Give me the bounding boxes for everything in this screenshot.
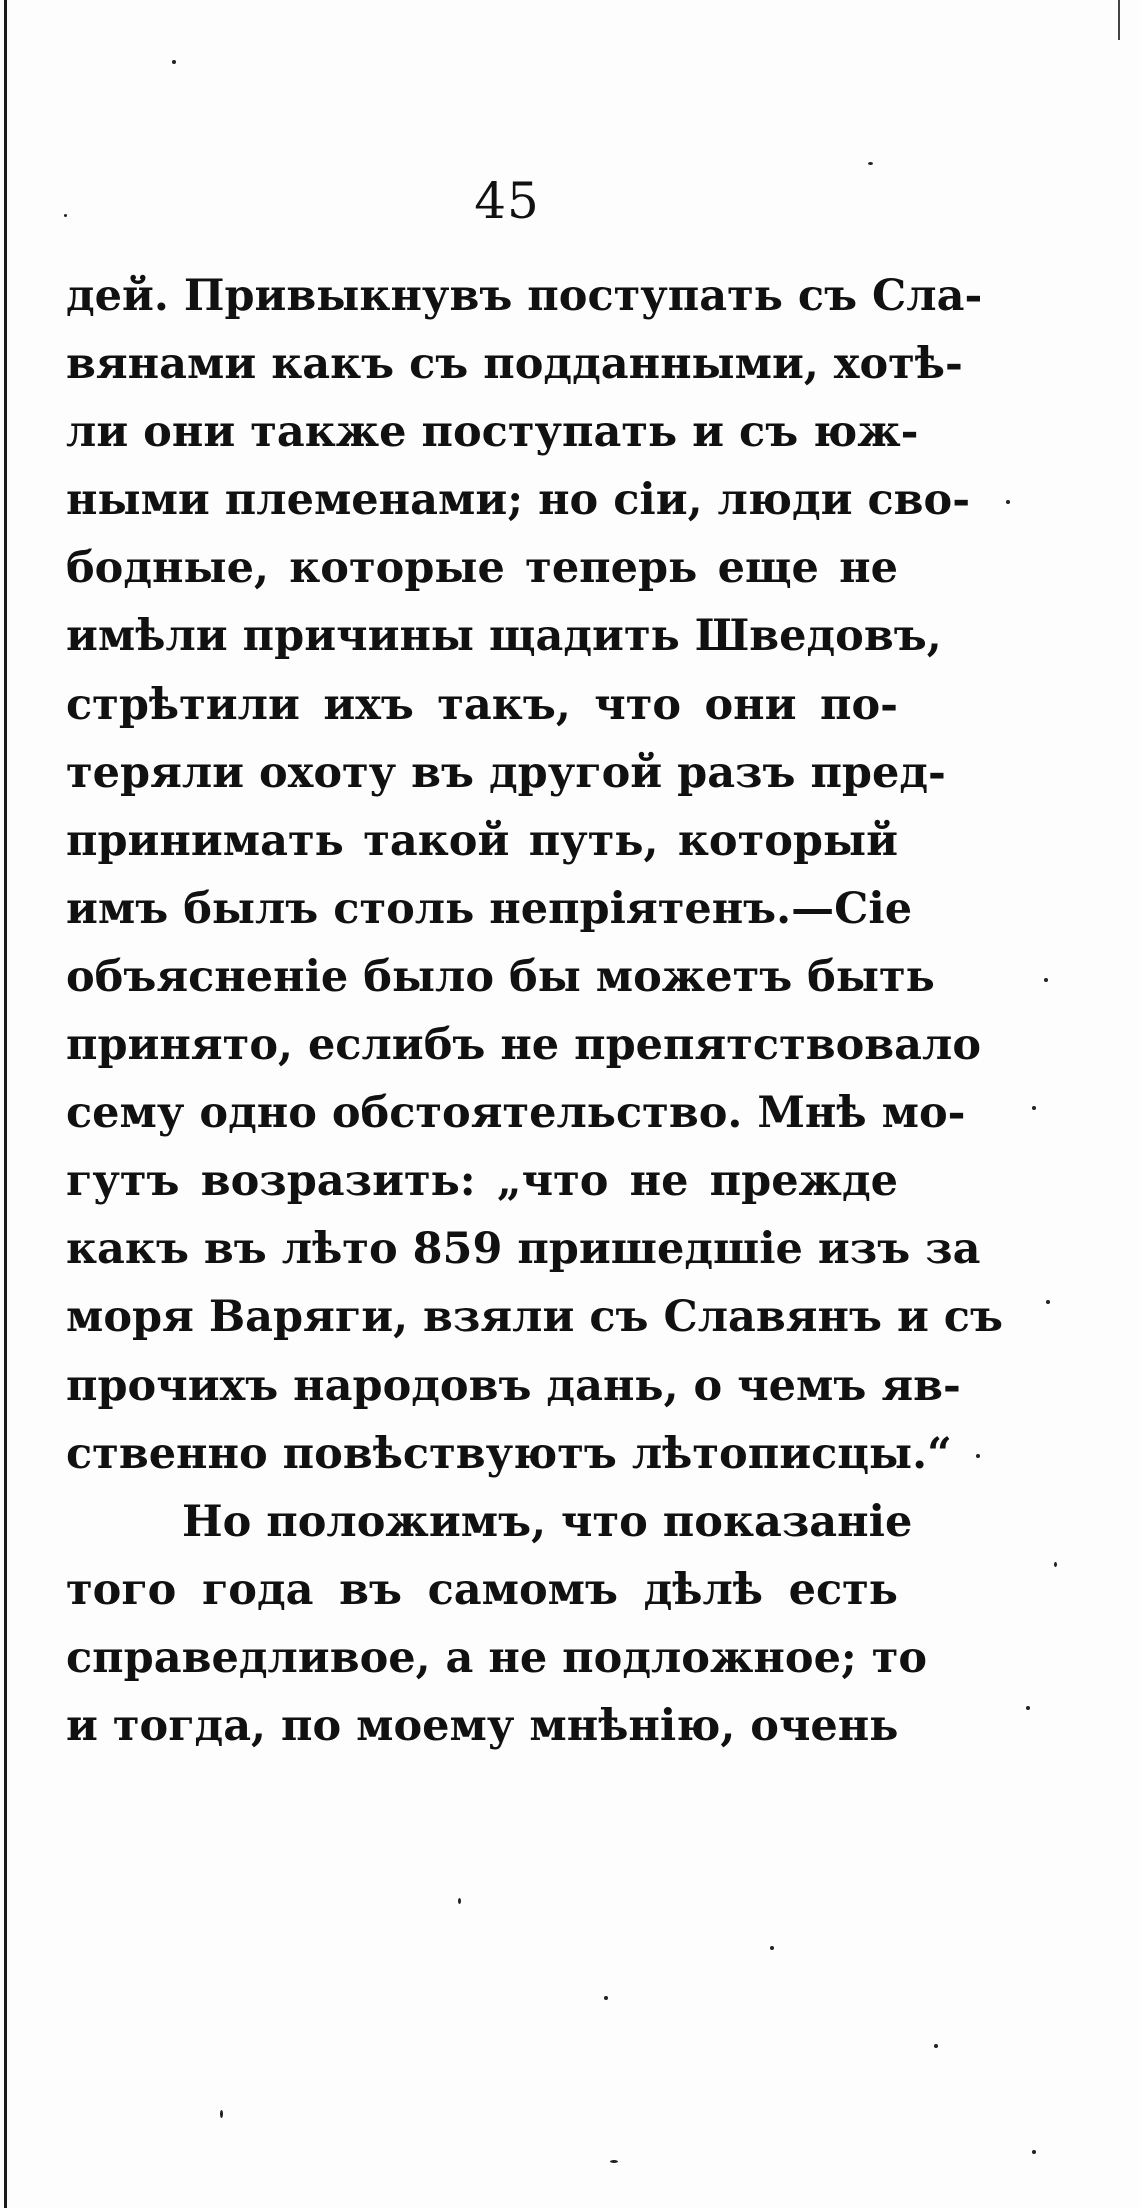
scan-speck [220,2110,223,2118]
scan-speck [64,214,67,217]
scan-speck [934,2044,938,2048]
scan-speck [976,1454,980,1458]
scan-speck [1044,978,1048,982]
scan-speck [1026,1706,1030,1710]
body-text [66,262,1003,1760]
page-number: 45 [474,172,540,230]
text-line: принимать такой путь, который [66,815,898,866]
text-line: имѣли причины щадить Шведовъ, [66,611,942,662]
scan-speck [610,2160,618,2163]
scan-speck [868,162,873,165]
text-line: бодные, которые теперь еще не [66,543,898,594]
text-line: Но положимъ, что показаніе [182,1496,913,1547]
text-line: ли они также поступать и съ юж- [66,407,919,458]
text-line: сему одно обстоятельство. Мнѣ мо- [66,1088,966,1139]
text-line: стрѣтили ихъ такъ, что они по- [66,679,898,730]
text-line: какъ въ лѣто 859 пришедшіе изъ за [66,1224,981,1275]
page-right-edge [1118,0,1120,40]
scan-speck [1046,1300,1050,1304]
scan-speck [172,60,176,64]
text-line: того года въ самомъ дѣлѣ есть [66,1564,898,1615]
text-line: имъ былъ столь непріятенъ.—Сіе [66,883,913,934]
scan-speck [770,1946,774,1950]
scan-speck [1032,1106,1036,1110]
text-line: ственно повѣствуютъ лѣтописцы.“ [66,1428,952,1479]
text-line: справедливое, а не подложное; то [66,1632,928,1683]
page-left-edge [4,0,7,2208]
scan-speck [1054,1562,1057,1567]
text-line: ными племенами; но сіи, люди сво- [66,475,971,526]
text-line: принято, еслибъ не препятствовало [66,1020,982,1071]
scan-speck [604,1996,608,2000]
text-line: прочихъ народовъ дань, о чемъ яв- [66,1360,961,1411]
scan-speck [1006,500,1010,504]
text-line: вянами какъ съ подданными, хотѣ- [66,339,963,390]
text-line: моря Варяги, взяли съ Славянъ и съ [66,1292,1003,1343]
scan-speck [1032,2150,1036,2154]
text-line: объясненіе было бы можетъ быть [66,951,935,1002]
scan-speck [458,1898,461,1904]
text-line: дей. Привыкнувъ поступать съ Сла- [66,271,983,321]
text-line: теряли охоту въ другой разъ пред- [66,747,946,798]
text-line: гутъ возразить: „что не прежде [66,1156,898,1207]
text-line: и тогда, по моему мнѣнію, очень [66,1700,899,1751]
